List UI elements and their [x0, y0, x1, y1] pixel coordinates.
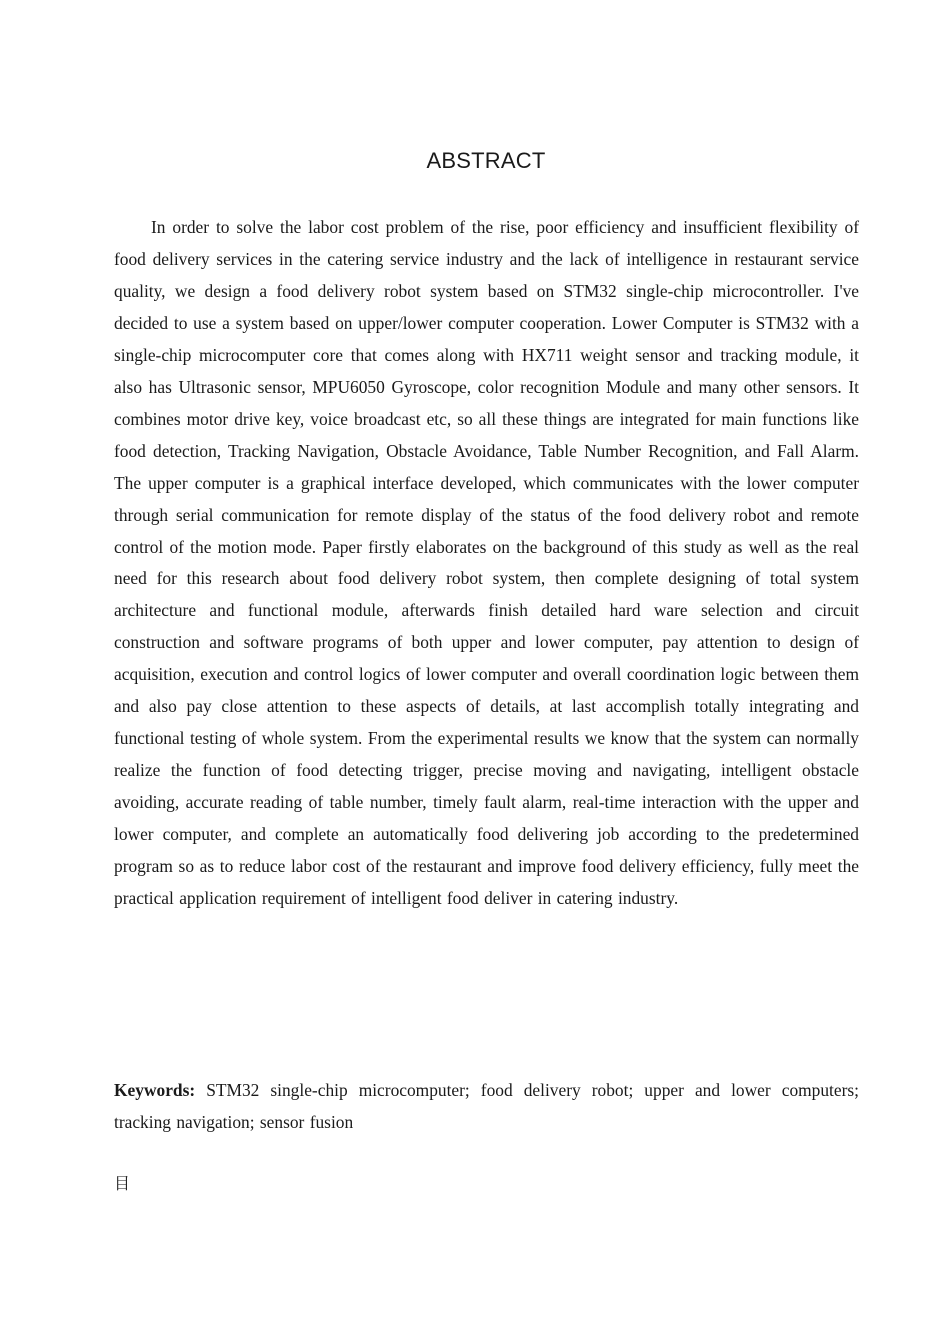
abstract-title: ABSTRACT	[426, 148, 546, 173]
keywords-section	[114, 1074, 859, 1138]
toc-heading-fragment: 目	[114, 1174, 131, 1193]
keywords-label: Keywords:	[114, 1080, 196, 1100]
keywords-text: STM32 single-chip microcomputer; food delivery robot; upper and lower computers; tracking navigation; sensor fusion	[114, 1080, 859, 1132]
abstract-paragraph: In order to solve the labor cost problem of the rise, poor efficiency and insufficient flexibility of food delivery services in the catering service industry and the lack of intelligence in restaurant service quality, we design a food delivery robot system based on STM32 single-chip microcontroller. I've decided to use a system based on upper/lower computer cooperation. Lower Computer is STM32 with a single-chip microcomputer core that comes along with HX711 weight sensor and tracking module, it also has Ultrasonic sensor, MPU6050 Gyroscope, color recognition Module and many other sensors. It combines motor drive key, voice broadcast etc, so all these things are integrated for main functions like food detection, Tracking Navigation, Obstacle Avoidance, Table Number Recognition, and Fall Alarm. The upper computer is a graphical interface developed, which communicates with the lower computer through serial communication for remote display of the status of the food delivery robot and remote control of the motion mode. Paper firstly elaborates on the background of this study as well as the real need for this research about food delivery robot system, then complete designing of total system architecture and functional module, afterwards finish detailed hard ware selection and circuit construction and software programs of both upper and lower computer, pay attention to design of acquisition, execution and control logics of lower computer and overall coordination logic between them and also pay close attention to these aspects of details, at last accomplish totally integrating and functional testing of whole system. From the experimental results we know that the system can normally realize the function of food detecting trigger, precise moving and navigating, intelligent obstacle avoiding, accurate reading of table number, timely fault alarm, real-time interaction with the upper and lower computer, and complete an automatically food delivering job according to the predetermined program so as to reduce labor cost of the restaurant and improve food delivery efficiency, fully meet the practical application requirement of intelligent food deliver in catering industry.	[114, 217, 859, 909]
